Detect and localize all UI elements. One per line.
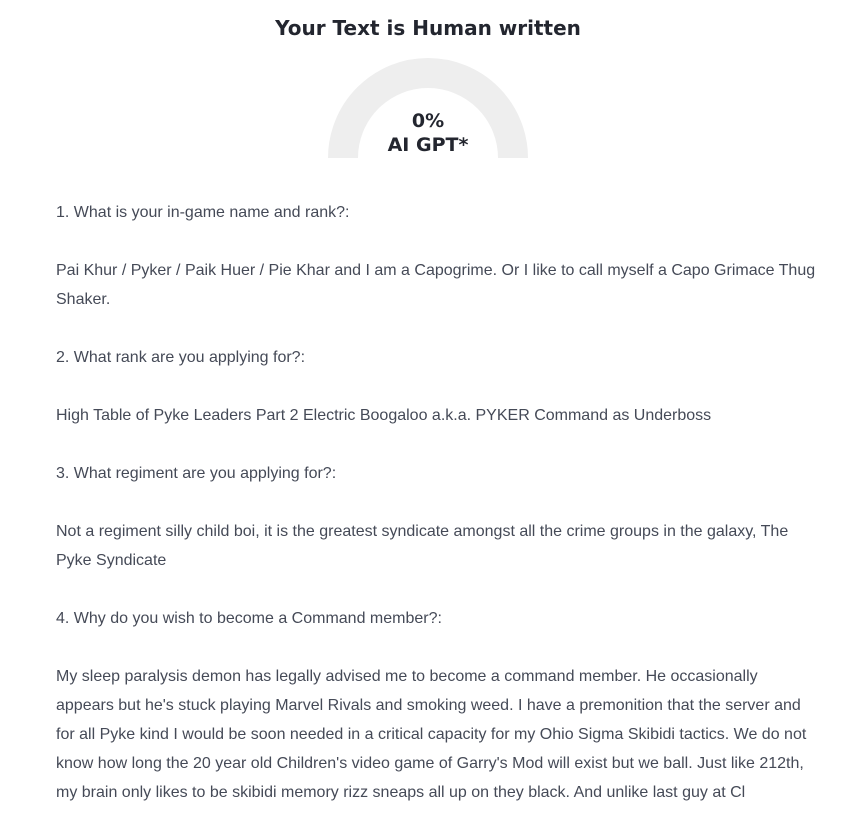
paragraph: Pai Khur / Pyker / Paik Huer / Pie Khar and I am a Capogrime. Or I like to call myself a Capo Grimace Thug Shaker. bbox=[56, 262, 816, 308]
paragraph: High Table of Pyke Leaders Part 2 Electric Boogaloo a.k.a. PYKER Command as Underboss bbox=[56, 407, 712, 424]
paragraph: 4. Why do you wish to become a Command member?: bbox=[56, 610, 442, 627]
gauge-percent: 0% bbox=[411, 110, 445, 132]
paragraph: 1. What is your in-game name and rank?: bbox=[56, 204, 350, 221]
paragraph: 3. What regiment are you applying for?: bbox=[56, 465, 337, 482]
paragraph: 2. What rank are you applying for?: bbox=[56, 349, 306, 366]
ai-score-gauge bbox=[328, 58, 528, 158]
paragraph: Not a regiment silly child boi, it is the greatest syndicate amongst all the crime groups in the galaxy, The Pyke Syndicate bbox=[56, 523, 789, 569]
analyzed-text bbox=[56, 198, 816, 836]
paragraph: My sleep paralysis demon has legally advised me to become a command member. He occasionally appears but he's stuck playing Marvel Rivals and smoking weed. I have a premonition that the server and for all Pyke kind I would be soon needed in a critical capacity for my Ohio Sigma Skibidi tactics. We do not know how long the 20 year old Children's video game of Garry's Mod will exist but we ball. Just like 212th, my brain only likes to be skibidi memory rizz sneaps all up on they black. And unlike last guy at Cl bbox=[56, 668, 807, 801]
gauge-caption: AI GPT* bbox=[387, 134, 469, 156]
result-title: Your Text is Human written bbox=[275, 16, 581, 40]
